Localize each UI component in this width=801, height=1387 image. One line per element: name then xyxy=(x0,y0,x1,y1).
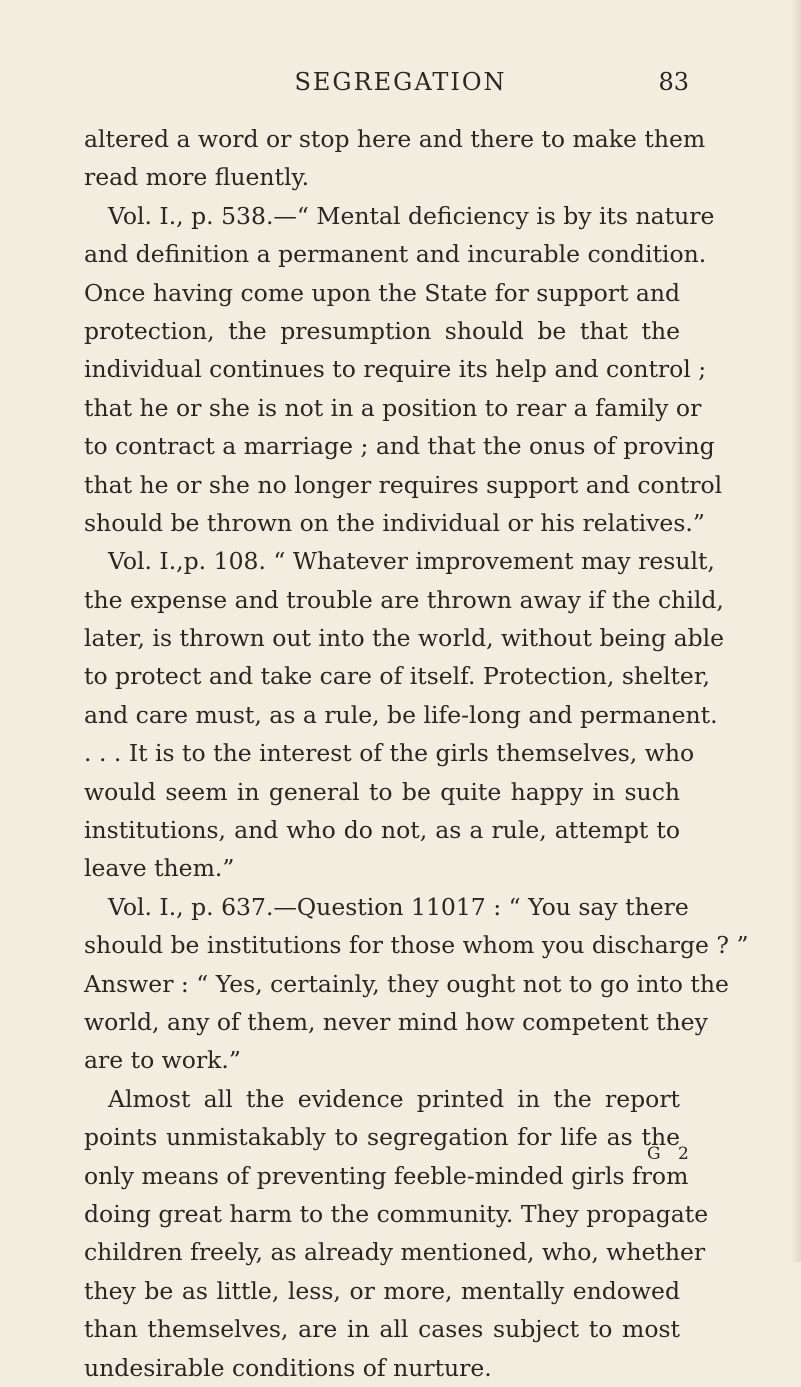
text-line: . . . It is to the interest of the girls themselves, who xyxy=(84,739,695,768)
text-line: Vol. I., p. 637.—Question 11017 : “ You say there xyxy=(108,892,689,921)
text-line: should be institutions for those whom you discharge ? ” xyxy=(84,931,749,960)
text-line: Vol. I., p. 538.—“ Mental deficiency is by its nature xyxy=(108,201,715,230)
text-line: that he or she no longer requires support and control xyxy=(84,470,723,499)
signature-mark: G 2 xyxy=(647,1144,695,1164)
text-line: protection, the presumption should be that the xyxy=(84,316,680,345)
running-head: SEGREGATION xyxy=(294,68,507,96)
text-line: the expense and trouble are thrown away if the child, xyxy=(84,585,724,614)
text-line: institutions, and who do not, as a rule, attempt to xyxy=(84,816,680,845)
page-number: 83 xyxy=(658,68,689,96)
text-line: read more fluently. xyxy=(84,163,310,192)
text-line: altered a word or stop here and there to make them xyxy=(84,125,706,153)
page-edge-shadow xyxy=(791,0,801,1262)
text-line: to contract a marriage ; and that the onus of proving xyxy=(84,432,715,461)
text-line: and definition a permanent and incurable condition. xyxy=(84,240,707,269)
text-line: Once having come upon the State for support and xyxy=(84,278,681,307)
text-line: and care must, as a rule, be life-long and permanent. xyxy=(84,700,718,729)
text-line: would seem in general to be quite happy in such xyxy=(84,777,680,806)
text-line: doing great harm to the community. They propagate xyxy=(84,1199,709,1228)
text-line: children freely, as already mentioned, who, whether xyxy=(84,1238,706,1267)
text-line: world, any of them, never mind how competent they xyxy=(84,1007,708,1036)
text-line: they be as little, less, or more, mentally endowed xyxy=(84,1276,680,1305)
text-line: Answer : “ Yes, certainly, they ought not to go into the xyxy=(84,969,729,998)
text-line: leave them.” xyxy=(84,854,235,883)
text-line: individual continues to require its help and control ; xyxy=(84,355,707,384)
text-line: Almost all the evidence printed in the report xyxy=(108,1084,680,1113)
text-line: are to work.” xyxy=(84,1046,241,1075)
text-line: that he or she is not in a position to rear a family or xyxy=(84,393,702,422)
text-line: only means of preventing feeble-minded girls from xyxy=(84,1161,689,1190)
text-line: should be thrown on the individual or his relatives.” xyxy=(84,508,705,537)
text-line: to protect and take care of itself. Protection, shelter, xyxy=(84,662,710,691)
body-text xyxy=(84,120,749,1387)
text-line: points unmistakably to segregation for life as the xyxy=(84,1123,680,1152)
page-header xyxy=(0,66,801,106)
text-line: undesirable conditions of nurture. xyxy=(84,1353,492,1382)
text-line: Vol. I.,p. 108. “ Whatever improvement may result, xyxy=(108,547,715,576)
text-line: later, is thrown out into the world, without being able xyxy=(84,624,725,653)
text-line: than themselves, are in all cases subject to most xyxy=(84,1315,680,1344)
